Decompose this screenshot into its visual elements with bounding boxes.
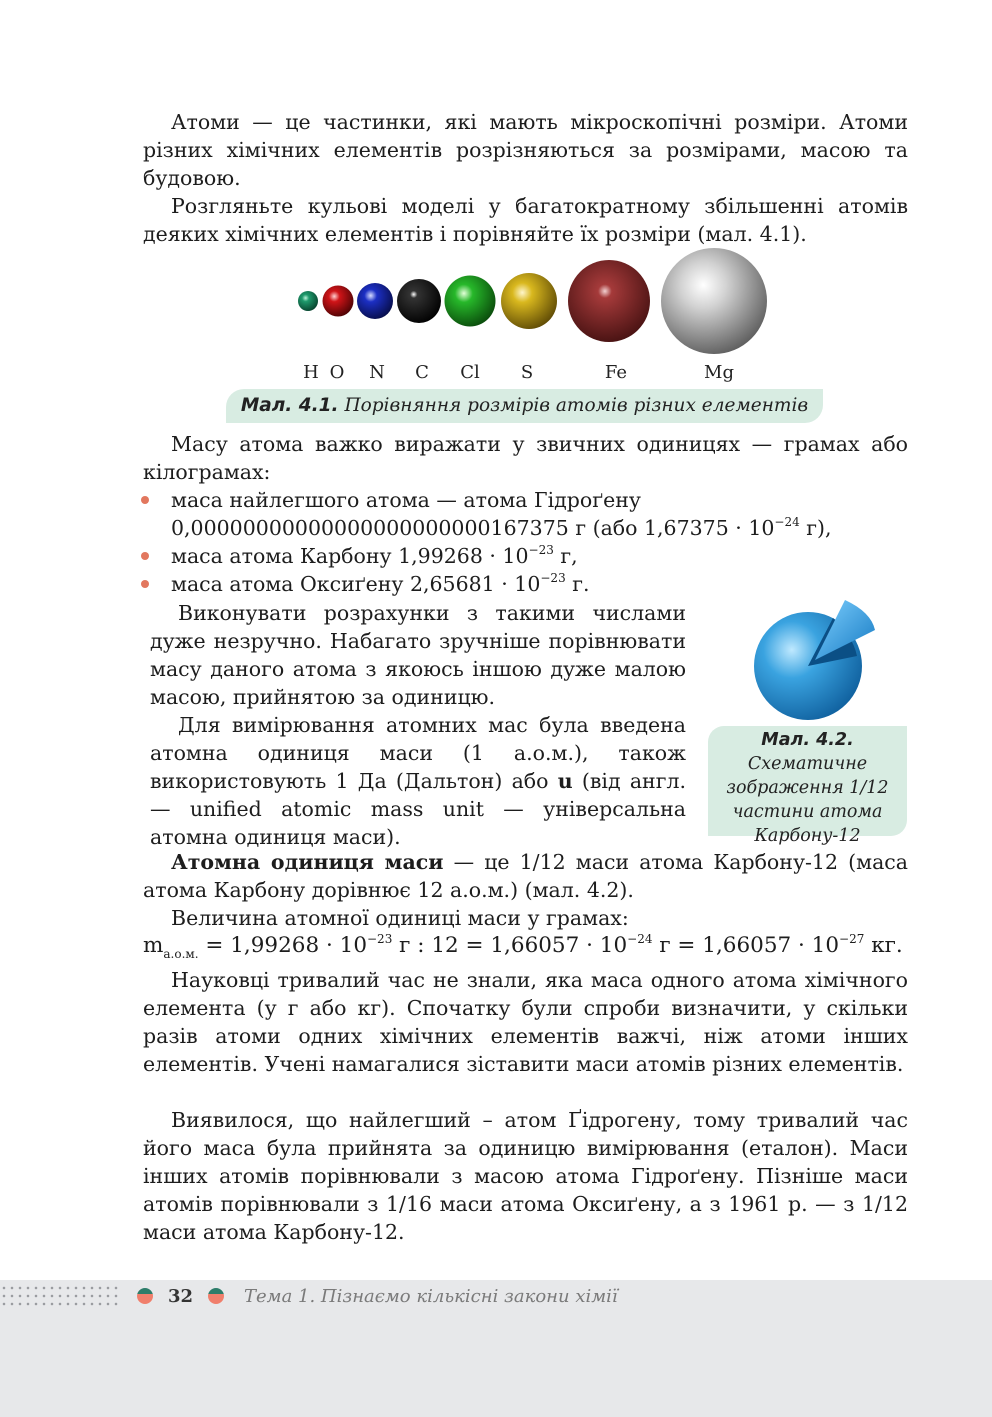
bullet-1-line-2	[171, 514, 832, 542]
topic-title: Тема 1. Пізнаємо кількісні закони хімії	[244, 1286, 618, 1307]
amu-text-b: (від англ. — unified atomic mass unit — універсальна атомна одиниця маси).	[150, 769, 686, 849]
atom-cl-ball	[445, 276, 496, 327]
scientists-paragraph: Науковці тривалий час не знали, яка маса одного атома хімічного елемента (у г або кг). Спочатку були спроби визначити, у скільки разів атоми одних хімічних елементів важчі, ніж атоми інших елементів. Учені намагалися зіставити маси атомів різних елементів.	[143, 968, 908, 1076]
bullet-3-unit: г.	[565, 572, 590, 596]
atom-label-mg: Mg	[704, 362, 734, 383]
bullet-1-unit: г),	[799, 516, 832, 540]
grams-line: Величина атомної одиниці маси у грамах:	[171, 906, 629, 930]
definition-term: Атомна одиниця маси	[171, 850, 444, 874]
formula-part-4: кг.	[864, 933, 903, 958]
figure-4-2-label: Мал. 4.2.	[761, 730, 854, 750]
atom-mg-ball	[661, 248, 767, 354]
mass-intro-paragraph: Масу атома важко виражати у звичних одиницях — грамах або кілограмах:	[143, 432, 908, 484]
bullet-3	[171, 570, 589, 598]
bullet-3-value: маса атома Оксиґену 2,65681 · 10	[171, 572, 541, 596]
intro-paragraph-2: Розгляньте кульові моделі у багатократному збільшенні атомів деяких хімічних елементів і порівняйте їх розміри (мал. 4.1).	[143, 194, 908, 246]
amu-paragraph	[150, 711, 686, 851]
page-number: 32	[168, 1286, 194, 1307]
atom-fe-ball	[568, 260, 650, 342]
atom-size-comparison-figure	[0, 0, 992, 420]
figure-4-1-label: Мал. 4.1.	[240, 395, 339, 416]
formula-part-1: = 1,99268 · 10	[198, 933, 367, 958]
atom-label-c: C	[415, 362, 429, 383]
bullet-2-exponent: −23	[528, 543, 554, 557]
footer-dot-icon	[208, 1288, 224, 1304]
atom-label-fe: Fe	[604, 362, 628, 383]
bullet-2-unit: г,	[553, 544, 578, 568]
atom-label-s: S	[520, 362, 534, 383]
atom-label-n: N	[369, 362, 385, 383]
formula-subscript: а.о.м.	[163, 947, 199, 961]
atom-c-ball	[397, 279, 441, 323]
amu-definition	[143, 848, 908, 904]
bullet-2-value: маса атома Карбону 1,99268 · 10	[171, 544, 529, 568]
carbon-sphere-figure	[745, 596, 885, 726]
atom-o-ball	[323, 286, 354, 317]
atom-label-cl: Cl	[460, 362, 480, 383]
intro-paragraph-1: Атоми — це частинки, які мають мікроскопічні розміри. Атоми різних хімічних елементів розрізняються за розмірами, масою та будовою.	[143, 110, 908, 190]
bullet-3-exponent: −23	[540, 571, 566, 585]
atom-n-ball	[357, 283, 393, 319]
amu-text-a: Для вимірювання атомних мас була введена атомна одиниця маси (1 а.о.м.), також використовують 1 Да (Дальтон) або	[150, 713, 686, 793]
footer-dot-icon	[137, 1288, 153, 1304]
atom-s-ball	[501, 273, 557, 329]
bullet-marker	[141, 496, 149, 504]
formula-exponent-3: −27	[839, 932, 865, 946]
atom-label-h: H	[303, 362, 319, 383]
bullet-2	[171, 542, 578, 570]
formula-part-2: г : 12 = 1,66057 · 10	[392, 933, 628, 958]
bullet-1-value: 0,00000000000000000000000167375 г (або 1,67375 · 10	[171, 516, 775, 540]
figure-4-1-caption	[226, 389, 823, 423]
definition-text: — це 1/12 маси атома Карбону-12 (маса атома Карбону дорівнює 12 а.о.м.) (мал. 4.2).	[143, 850, 908, 902]
formula-exponent-1: −23	[367, 932, 393, 946]
amu-u-symbol: u	[557, 769, 573, 793]
bullet-1-exponent: −24	[774, 515, 800, 529]
formula-part-3: г = 1,66057 · 10	[652, 933, 840, 958]
atom-label-o: O	[329, 362, 345, 383]
bullet-marker	[141, 580, 149, 588]
footer-dot-pattern	[0, 1284, 122, 1309]
bullet-1-line-1: маса найлегшого атома — атома Гідроґену	[171, 488, 641, 512]
atom-h-ball	[298, 291, 318, 311]
bullet-marker	[141, 552, 149, 560]
lightest-atom-paragraph: Виявилося, що найлегший – атом Ґідрогену, тому тривалий час його маса була прийнята за одиницю вимірювання (еталон). Маси інших атомів порівнювали з масою атома Гідроґену. Пізніше маси атомів порівнювали з 1/16 маси атома Оксиґену, а з 1961 р. — з 1/12 маси атома Карбону-12.	[143, 1108, 908, 1244]
inconvenient-paragraph: Виконувати розрахунки з такими числами дуже незручно. Набагато зручніше порівнювати масу даного атома з якоюсь іншою дуже малою масою, прийнятою за одиницю.	[150, 601, 686, 709]
figure-4-2-caption	[708, 726, 907, 846]
formula-m: m	[143, 933, 164, 958]
formula-exponent-2: −24	[627, 932, 653, 946]
figure-4-2-text: Схематичне зображення 1/12 частини атома Карбону-12	[726, 754, 889, 846]
amu-formula	[143, 932, 908, 960]
figure-4-1-text: Порівняння розмірів атомів різних елементів	[344, 395, 809, 416]
